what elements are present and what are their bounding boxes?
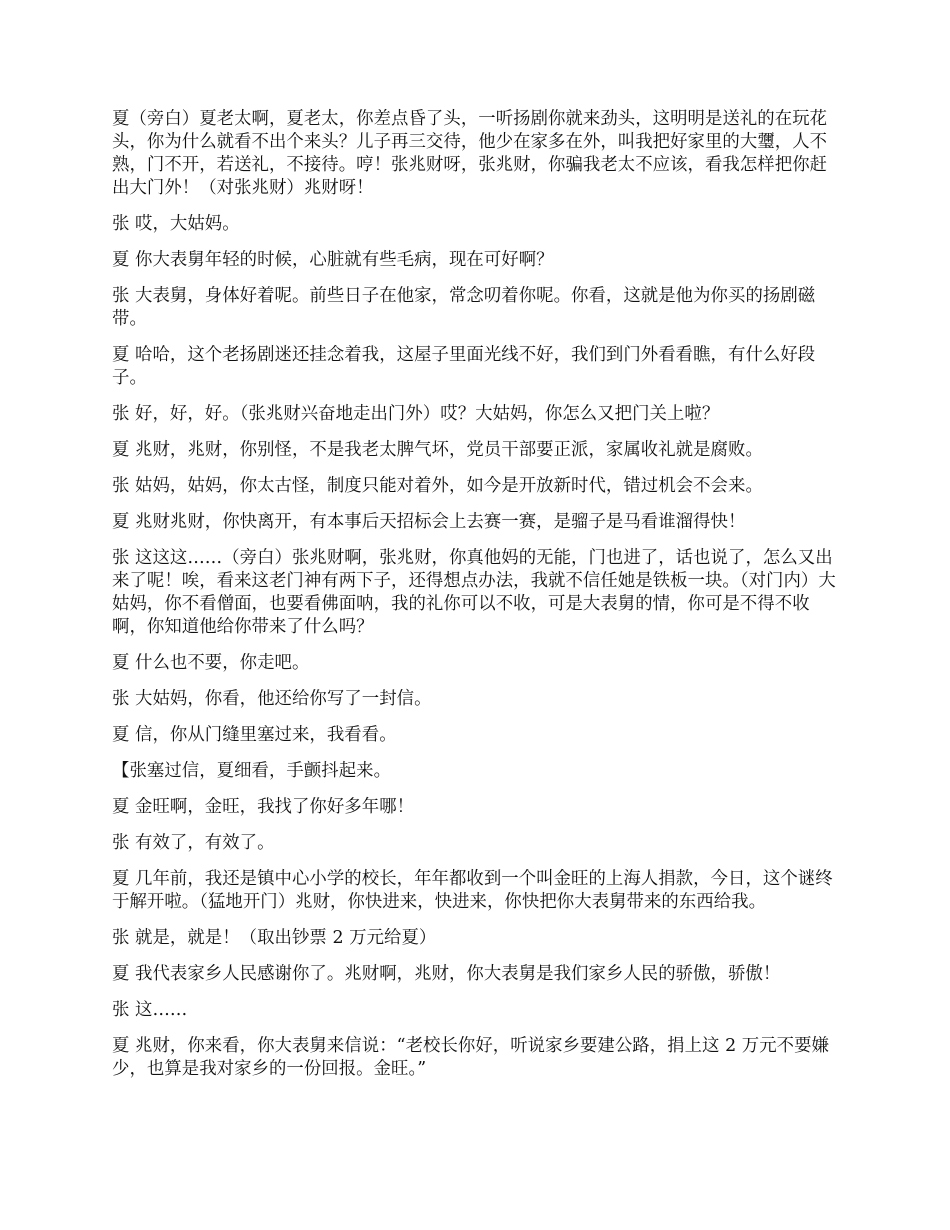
paragraph: 夏 几年前，我还是镇中心小学的校长，年年都收到一个叫金旺的上海人捐款，今日，这个谜终于解开啦。（猛地开门）兆财，你快进来，快进来，你快把你大表舅带来的东西给我。 bbox=[112, 869, 833, 912]
paragraph: 张 有效了，有效了。 bbox=[112, 833, 275, 853]
paragraph: 夏 兆财，你来看，你大表舅来信说：“老校长你好，听说家乡要建公路，捐上这 2 万元不要嫌少，也算是我对家乡的一份回报。金旺。” bbox=[112, 1036, 829, 1079]
paragraph: 张 姑妈，姑妈，你太古怪，制度只能对着外，如今是开放新时代，错过机会不会来。 bbox=[112, 476, 763, 496]
paragraph: 【张塞过信，夏细看，手颤抖起来。 bbox=[112, 761, 392, 781]
paragraph: 张 好，好，好。（张兆财兴奋地走出门外）哎？大姑妈，你怎么又把门关上啦？ bbox=[112, 404, 720, 424]
paragraph: 夏 兆财，兆财，你别怪，不是我老太脾气坏，党员干部要正派，家属收礼就是腐败。 bbox=[112, 440, 763, 460]
paragraph: 夏 什么也不要，你走吧。 bbox=[112, 653, 310, 673]
paragraph: 夏（旁白）夏老太啊，夏老太，你差点昏了头，一听扬剧你就来劲头，这明明是送礼的在玩花头，你为什么就看不出个来头？儿子再三交待，他少在家多在外，叫我把好家里的大瓕，人不熟，门不开，若送礼，不接待。哼！张兆财呀，张兆财，你骗我老太不应该，看我怎样把你赶出大门外！（对张兆财）兆财呀！ bbox=[112, 109, 828, 198]
paragraph: 张 大姑妈，你看，他还给你写了一封信。 bbox=[112, 689, 432, 709]
paragraph: 张 这…… bbox=[112, 1000, 188, 1020]
paragraph: 夏 哈哈，这个老扬剧迷还挂念着我，这屋子里面光线不好，我们到门外看看瞧，有什么好段子。 bbox=[112, 345, 816, 388]
paragraph: 张 这这这……（旁白）张兆财啊，张兆财，你真他妈的无能，门也进了，话也说了，怎么又出来了呢！唉，看来这老门神有两下子，还得想点办法，我就不信任她是铁板一块。（对门内）大姑妈，你不看僧面，也要看佛面呐，我的礼你可以不收，可是大表舅的情，你可是不得不收啊，你知道他给你带来了什么吗？ bbox=[112, 548, 836, 637]
paragraph: 夏 信，你从门缝里塞过来，我看看。 bbox=[112, 725, 397, 745]
paragraph: 夏 我代表家乡人民感谢你了。兆财啊，兆财，你大表舅是我们家乡人民的骄傲，骄傲！ bbox=[112, 964, 781, 984]
paragraph: 张 哎，大姑妈。 bbox=[112, 214, 240, 234]
paragraph: 夏 兆财兆财，你快离开，有本事后天招标会上去赛一赛，是骝子是马看谁溜得快！ bbox=[112, 512, 746, 532]
paragraph: 张 就是，就是！（取出钞票 2 万元给夏） bbox=[112, 928, 437, 948]
paragraph: 张 大表舅，身体好着呢。前些日子在他家，常念叨着你呢。你看，这就是他为你买的扬剧磁带。 bbox=[112, 286, 816, 329]
paragraph: 夏 金旺啊，金旺，我找了你好多年哪！ bbox=[112, 797, 415, 817]
paragraph: 夏 你大表舅年轻的时候，心脏就有些毛病，现在可好啊？ bbox=[112, 250, 554, 270]
